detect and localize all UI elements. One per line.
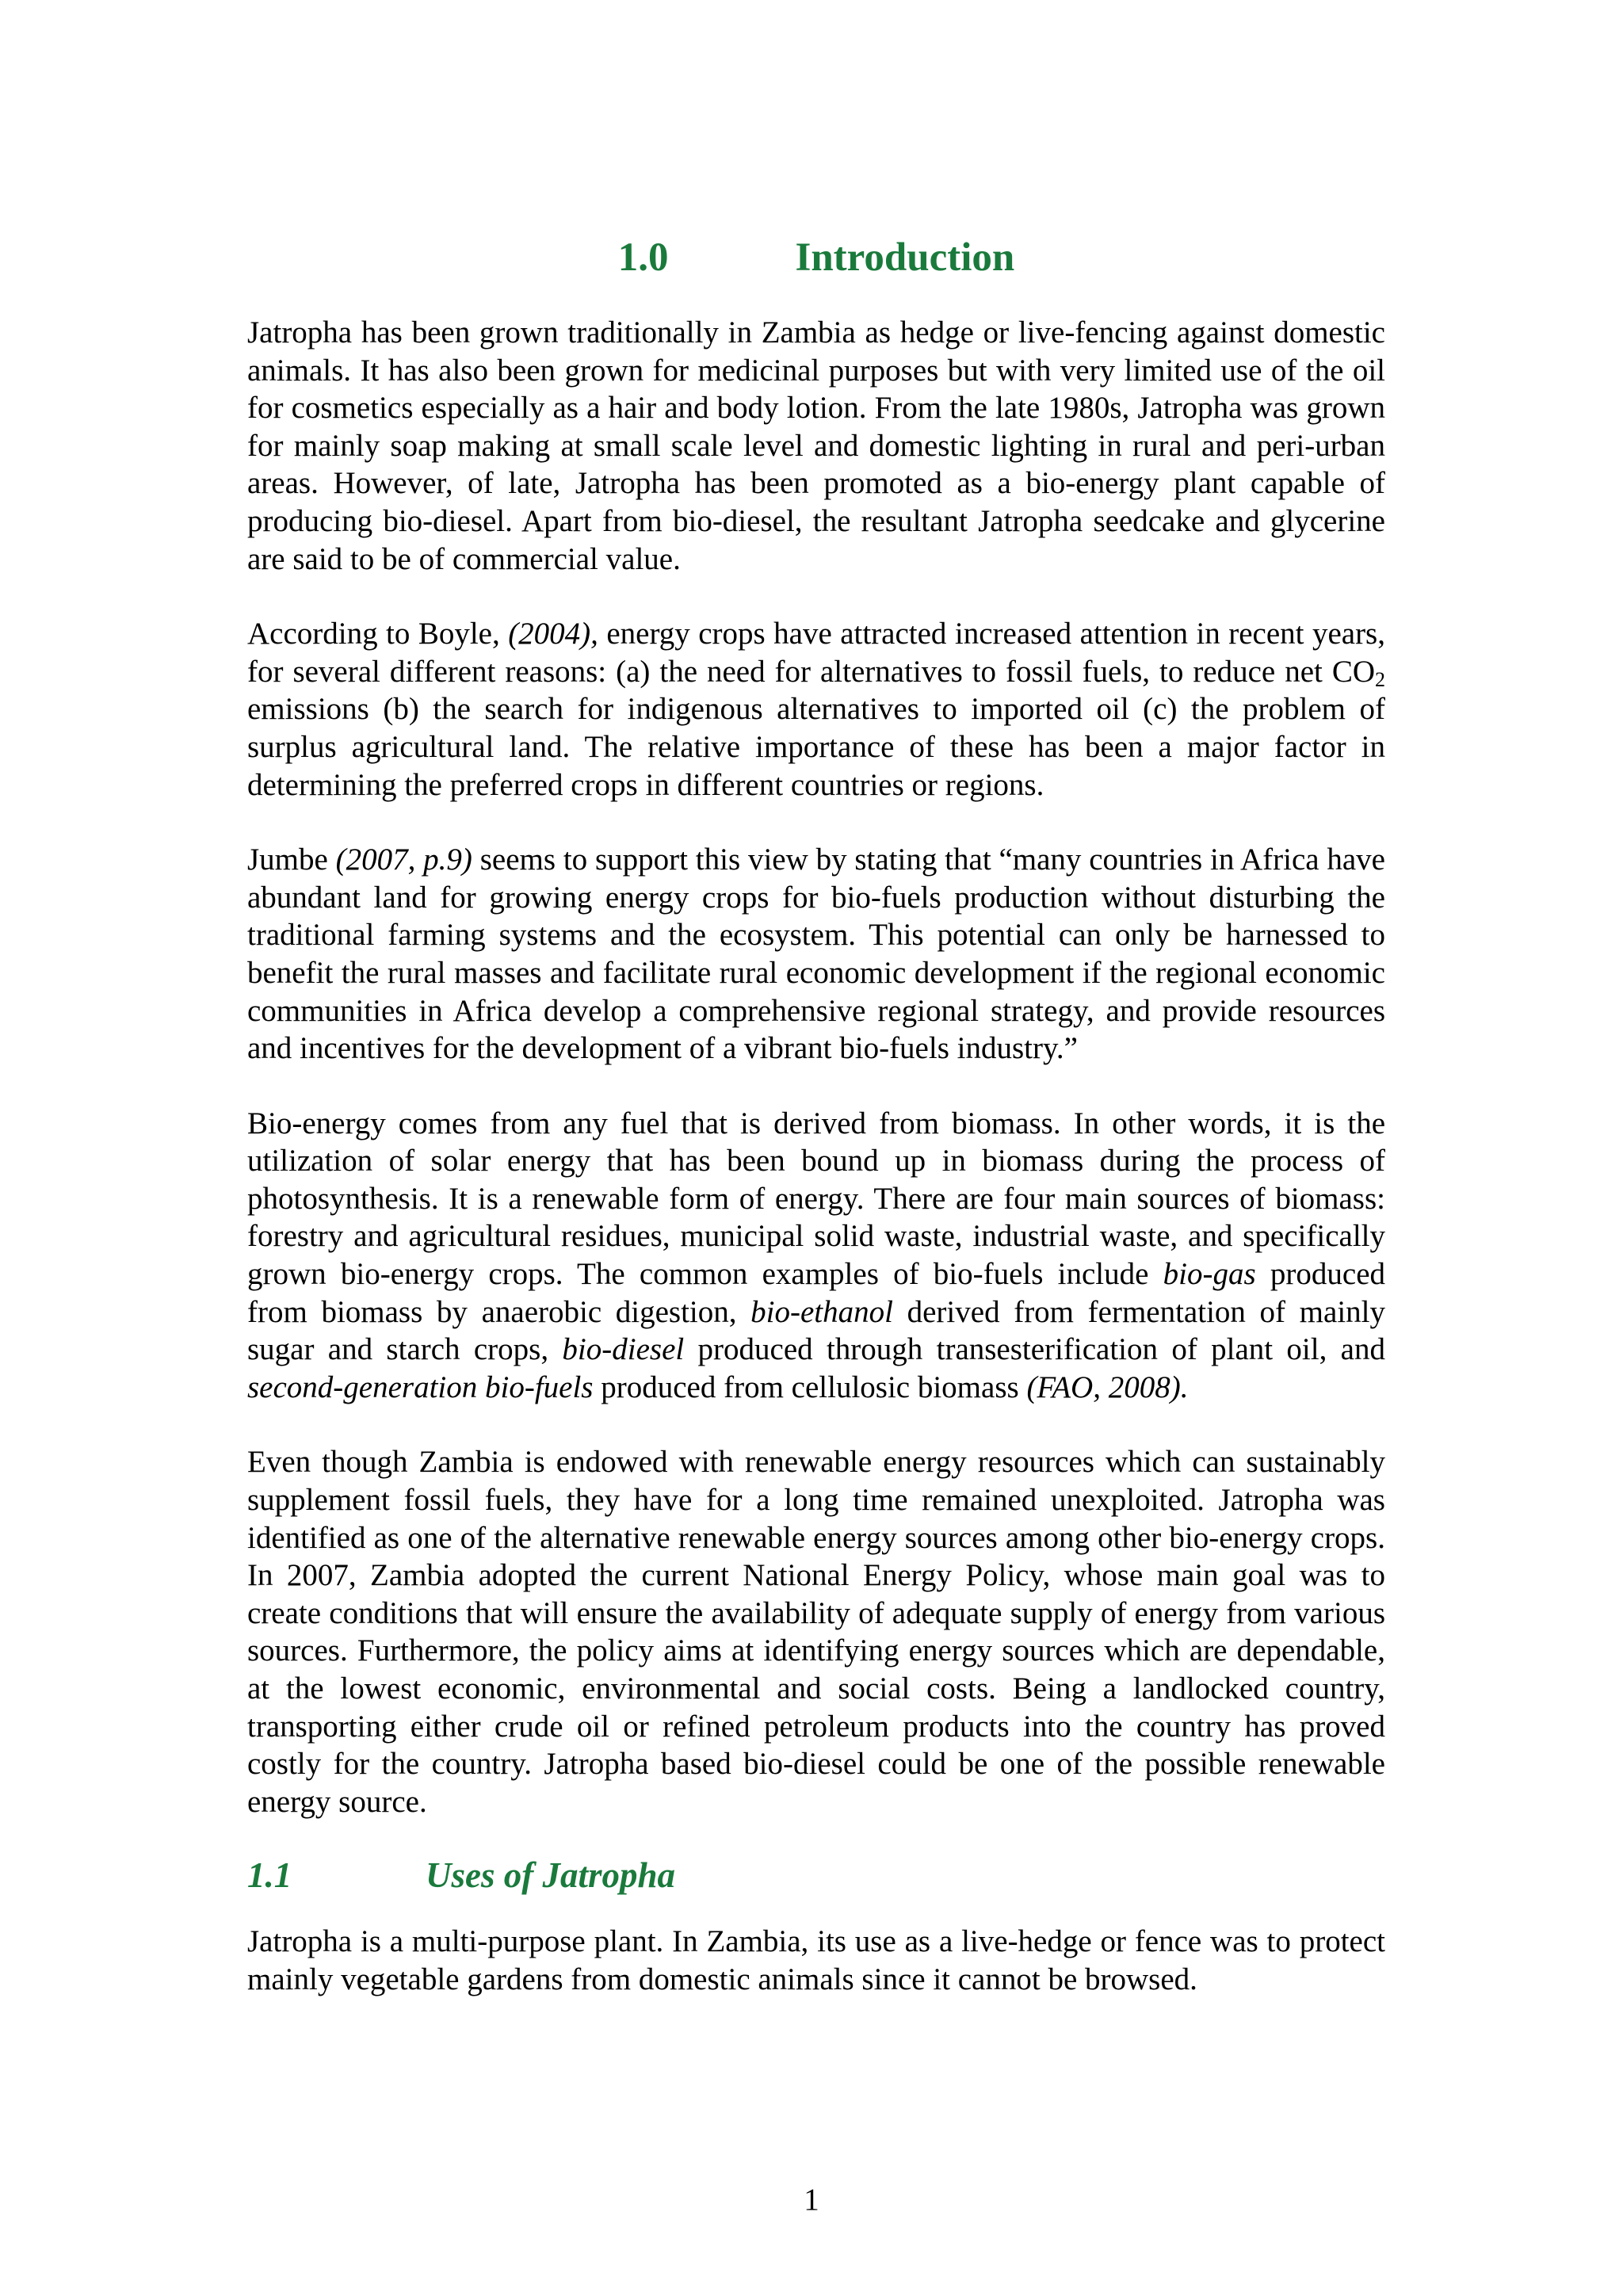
paragraph-2	[247, 615, 1385, 804]
paragraph-3-text-b: seems to support this view by stating that “many countries in Africa have abundant land for growing energy crops for bio-fuels production without disturbing the traditional farming systems and the ecosystem. This potential can only be harnessed to benefit the rural masses and facilitate rural economic development if the regional economic communities in Africa develop a comprehensive regional strategy, and provide resources and incentives for the development of a vibrant bio-fuels industry.”	[247, 842, 1385, 1066]
subsection-title: Uses of Jatropha	[426, 1855, 676, 1896]
term-bio-gas: bio-gas	[1163, 1257, 1256, 1292]
citation-fao: (FAO, 2008).	[1026, 1370, 1189, 1404]
paragraph-3	[247, 841, 1385, 1068]
paragraph-4-text-a: Bio-energy comes from any fuel that is derived from biomass. In other words, it is the utilization of solar energy that has been bound up in biomass during the process of photosynthesis. It is a renewable form of energy. There are four main sources of biomass: forestry and agricultural residues, municipal solid waste, industrial waste, and specifically grown bio-energy crops. The common examples of bio-fuels include	[247, 1106, 1385, 1292]
section-heading	[247, 230, 1385, 285]
subsection-heading	[247, 1851, 1385, 1899]
paragraph-4	[247, 1105, 1385, 1407]
citation-jumbe: (2007, p.9)	[335, 842, 472, 877]
page-number: 1	[804, 2183, 819, 2217]
paragraph-2-text-c: emissions (b) the search for indigenous alternatives to imported oil (c) the problem of surplus agricultural land. The relative importance of these has been a major factor in determining the preferred crops in different countries or regions.	[247, 692, 1385, 802]
paragraph-2-text-a: According to Boyle,	[247, 617, 509, 651]
section-number: 1.0	[617, 235, 669, 280]
paragraph-2-text-b: energy crops have attracted increased attention in recent years, for several different reasons: (a) the need for alternatives to fossil fuels, to reduce net CO	[247, 617, 1385, 689]
subsection-number: 1.1	[247, 1855, 292, 1896]
paragraph-4-text-c: derived from fermentation of mainly sugar and starch crops,	[247, 1294, 1385, 1367]
term-bio-ethanol: bio-ethanol	[750, 1294, 893, 1329]
page-content	[247, 230, 1385, 2036]
paragraph-6: Jatropha is a multi-purpose plant. In Zambia, its use as a live-hedge or fence was to protect mainly vegetable gardens from domestic animals since it cannot be browsed.	[247, 1924, 1385, 1996]
paragraph-4-text-e: produced from cellulosic biomass	[593, 1370, 1027, 1404]
paragraph-4-text-d: produced through transesterification of plant oil, and	[684, 1332, 1385, 1367]
co2-subscript: 2	[1375, 667, 1385, 691]
term-second-generation: second-generation bio-fuels	[247, 1370, 594, 1404]
citation-boyle: (2004),	[508, 617, 598, 651]
paragraph-4-text-b: produced from biomass by anaerobic digestion,	[247, 1257, 1385, 1329]
paragraph-3-text-a: Jumbe	[247, 842, 336, 877]
term-bio-diesel: bio-diesel	[562, 1332, 685, 1367]
section-title: Introduction	[795, 235, 1015, 280]
paragraph-1: Jatropha has been grown traditionally in Zambia as hedge or live-fencing against domestic animals. It has also been grown for medicinal purposes but with very limited use of the oil for cosmetics especially as a hair and body lotion. From the late 1980s, Jatropha was grown for mainly soap making at small scale level and domestic lighting in rural and peri-urban areas. However, of late, Jatropha has been promoted as a bio-energy plant capable of producing bio-diesel. Apart from bio-diesel, the resultant Jatropha seedcake and glycerine are said to be of commercial value.	[247, 315, 1385, 576]
paragraph-5: Even though Zambia is endowed with renewable energy resources which can sustainably supplement fossil fuels, they have for a long time remained unexploited. Jatropha was identified as one of the alternative renewable energy sources among other bio-energy crops. In 2007, Zambia adopted the current National Energy Policy, whose main goal was to create conditions that will ensure the availability of adequate supply of energy from various sources. Furthermore, the policy aims at identifying energy sources which are dependable, at the lowest economic, environmental and social costs. Being a landlocked country, transporting either crude oil or refined petroleum products into the country has proved costly for the country. Jatropha based bio-diesel could be one of the possible renewable energy source.	[247, 1445, 1385, 1819]
